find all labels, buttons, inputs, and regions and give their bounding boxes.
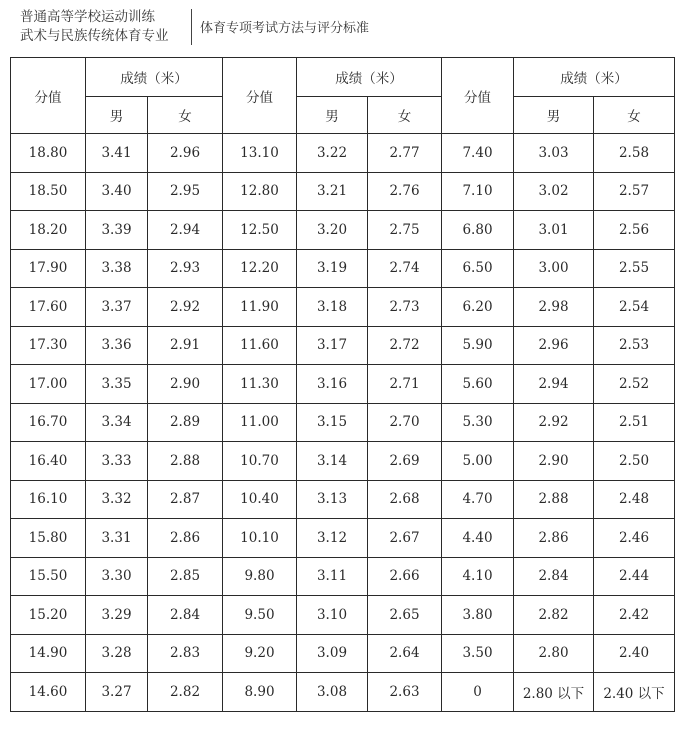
male-result-cell: 2.86 <box>514 519 594 558</box>
male-result-cell: 3.03 <box>514 134 594 173</box>
female-result-cell: 2.48 <box>594 480 675 519</box>
score-cell: 6.80 <box>442 211 514 250</box>
header-divider <box>191 9 192 45</box>
female-header: 女 <box>368 97 442 134</box>
male-result-cell: 3.30 <box>86 557 148 596</box>
score-header: 分值 <box>11 58 86 134</box>
male-result-cell: 3.18 <box>297 288 368 327</box>
female-result-cell: 2.92 <box>148 288 223 327</box>
male-result-cell: 3.21 <box>297 172 368 211</box>
score-cell: 14.60 <box>11 673 86 712</box>
female-result-cell: 2.51 <box>594 403 675 442</box>
score-cell: 10.70 <box>223 442 297 481</box>
female-result-cell: 2.58 <box>594 134 675 173</box>
score-cell: 11.30 <box>223 365 297 404</box>
score-cell: 11.90 <box>223 288 297 327</box>
male-result-cell: 2.82 <box>514 596 594 635</box>
score-cell: 11.00 <box>223 403 297 442</box>
male-header: 男 <box>297 97 368 134</box>
male-result-cell: 3.36 <box>86 326 148 365</box>
male-result-cell: 3.41 <box>86 134 148 173</box>
male-result-cell: 3.33 <box>86 442 148 481</box>
score-header: 分值 <box>442 58 514 134</box>
female-result-cell: 2.87 <box>148 480 223 519</box>
male-header: 男 <box>514 97 594 134</box>
score-cell: 16.10 <box>11 480 86 519</box>
female-result-cell: 2.56 <box>594 211 675 250</box>
male-result-cell: 2.80 <box>514 634 594 673</box>
score-cell: 9.50 <box>223 596 297 635</box>
table-row <box>11 673 675 712</box>
male-result-cell: 3.28 <box>86 634 148 673</box>
score-cell: 5.90 <box>442 326 514 365</box>
female-result-cell: 2.85 <box>148 557 223 596</box>
score-cell: 18.20 <box>11 211 86 250</box>
result-header: 成绩（米） <box>297 58 442 97</box>
male-result-cell: 3.13 <box>297 480 368 519</box>
female-result-cell: 2.72 <box>368 326 442 365</box>
score-cell: 14.90 <box>11 634 86 673</box>
male-result-cell: 3.39 <box>86 211 148 250</box>
table-row <box>11 326 675 365</box>
table-header-row <box>11 58 675 97</box>
header-left-line2: 武术与民族传统体育专业 <box>20 28 169 44</box>
male-result-cell: 3.01 <box>514 211 594 250</box>
table-row <box>11 403 675 442</box>
score-cell: 9.20 <box>223 634 297 673</box>
female-result-cell: 2.50 <box>594 442 675 481</box>
female-result-cell: 2.93 <box>148 249 223 288</box>
male-result-cell: 3.31 <box>86 519 148 558</box>
male-result-cell: 3.16 <box>297 365 368 404</box>
score-cell: 4.10 <box>442 557 514 596</box>
table-row <box>11 365 675 404</box>
male-result-cell: 3.09 <box>297 634 368 673</box>
female-header: 女 <box>148 97 223 134</box>
male-result-cell: 3.14 <box>297 442 368 481</box>
score-cell: 8.90 <box>223 673 297 712</box>
header-left-line1: 普通高等学校运动训练 <box>20 9 155 25</box>
score-cell: 4.40 <box>442 519 514 558</box>
score-cell: 18.50 <box>11 172 86 211</box>
female-result-cell: 2.42 <box>594 596 675 635</box>
male-result-cell: 3.38 <box>86 249 148 288</box>
male-result-cell: 3.32 <box>86 480 148 519</box>
male-result-cell: 2.94 <box>514 365 594 404</box>
table-row <box>11 442 675 481</box>
female-result-cell: 2.89 <box>148 403 223 442</box>
score-cell: 17.00 <box>11 365 86 404</box>
female-result-cell: 2.94 <box>148 211 223 250</box>
score-cell: 10.40 <box>223 480 297 519</box>
male-result-cell: 3.27 <box>86 673 148 712</box>
table-row <box>11 134 675 173</box>
female-result-cell: 2.64 <box>368 634 442 673</box>
male-result-cell: 3.40 <box>86 172 148 211</box>
scoring-table <box>10 57 675 712</box>
score-cell: 16.70 <box>11 403 86 442</box>
score-cell: 15.80 <box>11 519 86 558</box>
female-result-cell: 2.77 <box>368 134 442 173</box>
score-cell: 5.30 <box>442 403 514 442</box>
male-result-cell: 2.88 <box>514 480 594 519</box>
score-cell: 5.00 <box>442 442 514 481</box>
table-row <box>11 519 675 558</box>
header-left <box>20 8 169 46</box>
male-result-cell: 2.92 <box>514 403 594 442</box>
male-result-cell: 2.80 以下 <box>514 673 594 712</box>
female-result-cell: 2.52 <box>594 365 675 404</box>
male-result-cell: 3.20 <box>297 211 368 250</box>
female-result-cell: 2.40 <box>594 634 675 673</box>
score-cell: 15.20 <box>11 596 86 635</box>
male-result-cell: 3.08 <box>297 673 368 712</box>
male-result-cell: 3.11 <box>297 557 368 596</box>
female-result-cell: 2.67 <box>368 519 442 558</box>
score-cell: 16.40 <box>11 442 86 481</box>
male-result-cell: 3.15 <box>297 403 368 442</box>
male-result-cell: 3.29 <box>86 596 148 635</box>
score-cell: 7.10 <box>442 172 514 211</box>
score-cell: 11.60 <box>223 326 297 365</box>
score-cell: 10.10 <box>223 519 297 558</box>
female-result-cell: 2.75 <box>368 211 442 250</box>
female-result-cell: 2.69 <box>368 442 442 481</box>
female-result-cell: 2.73 <box>368 288 442 327</box>
female-result-cell: 2.66 <box>368 557 442 596</box>
female-result-cell: 2.90 <box>148 365 223 404</box>
female-result-cell: 2.95 <box>148 172 223 211</box>
table-row <box>11 634 675 673</box>
score-cell: 17.60 <box>11 288 86 327</box>
male-result-cell: 3.12 <box>297 519 368 558</box>
female-result-cell: 2.46 <box>594 519 675 558</box>
score-cell: 3.50 <box>442 634 514 673</box>
score-cell: 0 <box>442 673 514 712</box>
table-row <box>11 172 675 211</box>
male-result-cell: 2.84 <box>514 557 594 596</box>
male-header: 男 <box>86 97 148 134</box>
female-result-cell: 2.44 <box>594 557 675 596</box>
score-cell: 9.80 <box>223 557 297 596</box>
female-result-cell: 2.86 <box>148 519 223 558</box>
female-result-cell: 2.65 <box>368 596 442 635</box>
female-result-cell: 2.70 <box>368 403 442 442</box>
score-cell: 12.80 <box>223 172 297 211</box>
female-result-cell: 2.63 <box>368 673 442 712</box>
table-row <box>11 211 675 250</box>
score-cell: 15.50 <box>11 557 86 596</box>
table-body <box>11 134 675 712</box>
result-header: 成绩（米） <box>86 58 223 97</box>
score-cell: 13.10 <box>223 134 297 173</box>
male-result-cell: 3.37 <box>86 288 148 327</box>
female-result-cell: 2.53 <box>594 326 675 365</box>
male-result-cell: 2.98 <box>514 288 594 327</box>
female-header: 女 <box>594 97 675 134</box>
score-cell: 6.50 <box>442 249 514 288</box>
male-result-cell: 3.00 <box>514 249 594 288</box>
score-cell: 17.90 <box>11 249 86 288</box>
header-title: 体育专项考试方法与评分标准 <box>200 21 370 36</box>
score-cell: 18.80 <box>11 134 86 173</box>
male-result-cell: 3.10 <box>297 596 368 635</box>
female-result-cell: 2.71 <box>368 365 442 404</box>
female-result-cell: 2.83 <box>148 634 223 673</box>
table-row <box>11 596 675 635</box>
male-result-cell: 2.90 <box>514 442 594 481</box>
result-header: 成绩（米） <box>514 58 675 97</box>
score-cell: 4.70 <box>442 480 514 519</box>
score-cell: 17.30 <box>11 326 86 365</box>
score-cell: 7.40 <box>442 134 514 173</box>
female-result-cell: 2.84 <box>148 596 223 635</box>
female-result-cell: 2.82 <box>148 673 223 712</box>
score-cell: 3.80 <box>442 596 514 635</box>
table-row <box>11 288 675 327</box>
male-result-cell: 3.19 <box>297 249 368 288</box>
table-row <box>11 249 675 288</box>
female-result-cell: 2.54 <box>594 288 675 327</box>
male-result-cell: 3.02 <box>514 172 594 211</box>
female-result-cell: 2.40 以下 <box>594 673 675 712</box>
table-row <box>11 480 675 519</box>
male-result-cell: 2.96 <box>514 326 594 365</box>
male-result-cell: 3.34 <box>86 403 148 442</box>
female-result-cell: 2.68 <box>368 480 442 519</box>
female-result-cell: 2.76 <box>368 172 442 211</box>
table-subheader-row <box>11 97 675 134</box>
female-result-cell: 2.91 <box>148 326 223 365</box>
score-cell: 5.60 <box>442 365 514 404</box>
table-row <box>11 557 675 596</box>
score-header: 分值 <box>223 58 297 134</box>
score-cell: 12.50 <box>223 211 297 250</box>
male-result-cell: 3.17 <box>297 326 368 365</box>
score-cell: 6.20 <box>442 288 514 327</box>
page-header <box>14 6 674 48</box>
male-result-cell: 3.22 <box>297 134 368 173</box>
female-result-cell: 2.88 <box>148 442 223 481</box>
female-result-cell: 2.57 <box>594 172 675 211</box>
male-result-cell: 3.35 <box>86 365 148 404</box>
female-result-cell: 2.55 <box>594 249 675 288</box>
female-result-cell: 2.96 <box>148 134 223 173</box>
female-result-cell: 2.74 <box>368 249 442 288</box>
score-cell: 12.20 <box>223 249 297 288</box>
